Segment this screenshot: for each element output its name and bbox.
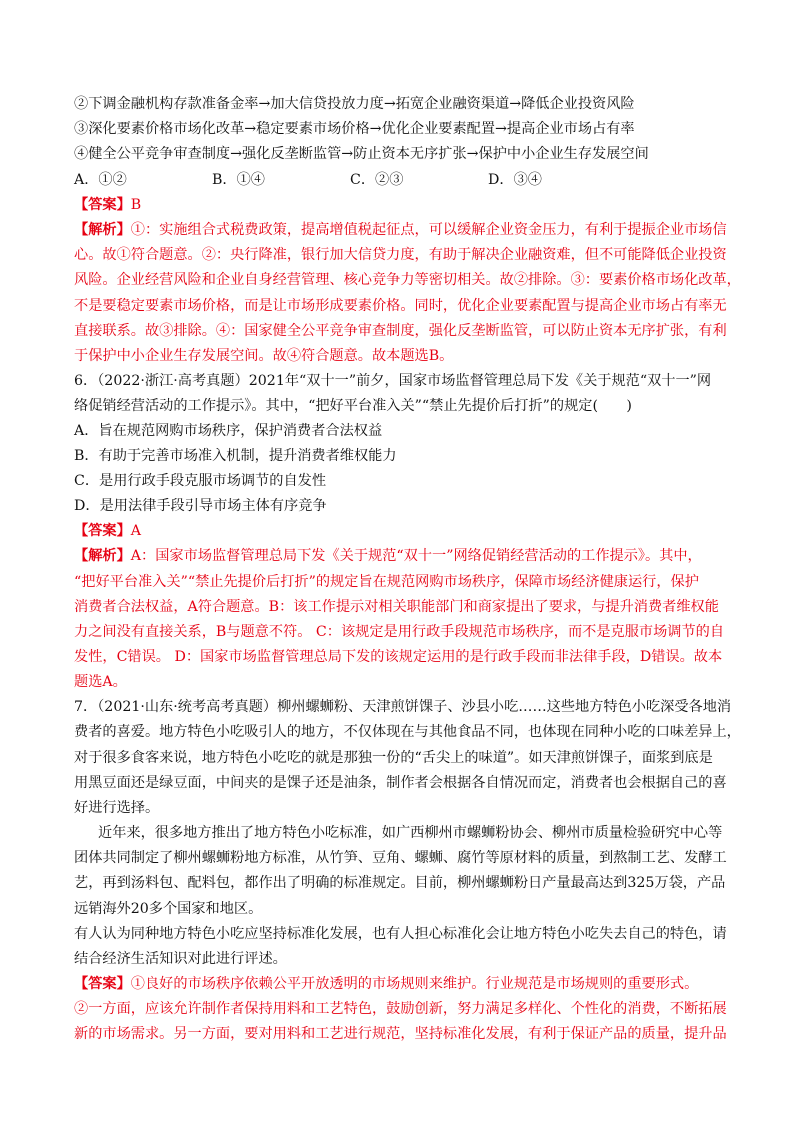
q6-analysis-line: 力之间没有直接关系，B与题意不符。 C：该规定是用行政手段规范市场秩序，而不是克服市场调节的自 (74, 624, 725, 640)
q7-material-line: 对于很多食客来说，地方特色小吃吃的就是那独一份的“舌尖上的味道”。如天津煎饼馃子，面浆到底是 (74, 750, 713, 766)
q5-choice-a: A．①② (74, 172, 127, 188)
q5-choices (74, 170, 674, 190)
q6-answer (74, 521, 141, 541)
answer-value: A (130, 523, 142, 539)
q6-stem-line: 络促销经营活动的工作提示》。其中，“把好平台准入关”“禁止先提价后打折”的规定( ) (74, 398, 632, 414)
q5-analysis-line: 心。故①符合题意。②：央行降准，银行加大信贷力度，有助于解决企业融资难，但不可能降低企业投资 (74, 247, 727, 263)
q7-material-line: 好进行选择。 (74, 800, 160, 816)
q5-analysis-line: 不是要稳定要素市场价格，而是让市场形成要素价格。同时，优化企业要素配置与提高企业市场占有率无 (74, 298, 727, 314)
analysis-text: ①：实施组合式税费政策，提高增值税起征点，可以缓解企业资金压力，有利于提振企业市场信 (130, 222, 727, 238)
answer-value: B (130, 197, 142, 213)
q7-answer-line: 新的市场需求。另一方面，要对用料和工艺进行规范，坚持标准化发展，有利于保证产品的质量，提升品 (74, 1026, 727, 1042)
q5-analysis-line (74, 220, 727, 240)
q7-answer-line (74, 974, 698, 994)
q6-stem-line: 6．（2022·浙江·高考真题）2021年“双十一”前夕，国家市场监督管理总局下发《关于规范“双十一”网 (74, 373, 712, 389)
q6-option-a: A．旨在规范网购市场秩序，保护消费者合法权益 (74, 423, 383, 439)
answer-label: 【答案】 (74, 197, 131, 213)
q5-option-3: ③深化要素价格市场化改革→稳定要素市场价格→优化企业要素配置→提高企业市场占有率 (74, 121, 635, 137)
q7-material-line: 艺，再到汤料包、配料包，都作出了明确的标准规定。目前，柳州螺蛳粉日产量最高达到325万袋，产品 (74, 875, 726, 891)
q6-analysis-line (74, 546, 702, 566)
q6-analysis-line: 发性，C错误。 D：国家市场监督管理总局下发的该规定运用的是行政手段而非法律手段，D错误。故本 (74, 649, 723, 665)
q7-question-line: 结合经济生活知识对此进行评述。 (74, 951, 287, 967)
q5-option-4: ④健全公平竞争审查制度→强化反垄断监管→防止资本无序扩张→保护中小企业生存发展空间 (74, 146, 649, 162)
q5-analysis-line: 于保护中小企业生存发展空间。故④符合题意。故本题选B。 (74, 348, 454, 364)
q6-option-b: B．有助于完善市场准入机制，提升消费者维权能力 (74, 448, 397, 464)
q6-analysis-line: 消费者合法权益，A符合题意。B：该工作提示对相关职能部门和商家提出了要求，与提升消费者维权能 (74, 599, 719, 615)
q5-answer (74, 195, 141, 215)
q5-analysis-line: 直接联系。故③排除。④：国家健全公平竞争审查制度，强化反垄断监管，可以防止资本无序扩张，有利 (74, 323, 727, 339)
q7-question-line: 有人认为同种地方特色小吃应坚持标准化发展，也有人担心标准化会让地方特色小吃失去自己的特色，请 (74, 926, 727, 942)
analysis-label: 【解析】 (74, 222, 131, 238)
q6-option-d: D．是用法律手段引导市场主体有序竞争 (74, 498, 327, 514)
q7-material-line: 费者的喜爱。地方特色小吃吸引人的地方，不仅体现在与其他食品不同，也体现在同种小吃的口味差异上， (74, 724, 741, 740)
q6-analysis-line: “把好平台准入关”“禁止先提价后打折”的规定旨在规范网购市场秩序，保障市场经济健康运行，保护 (74, 574, 699, 590)
q6-analysis-line: 题选A。 (74, 674, 127, 690)
answer-label: 【答案】 (74, 523, 131, 539)
q7-material-line: 用黑豆面还是绿豆面，中间夹的是馃子还是油条，制作者会根据各自情况而定，消费者也会根据自己的喜 (74, 775, 727, 791)
analysis-label: 【解析】 (74, 548, 131, 564)
q7-material-line: 近年来，很多地方推出了地方特色小吃标准，如广西柳州市螺蛳粉协会、柳州市质量检验研究中心等 (98, 825, 723, 841)
q5-analysis-line: 风险。企业经营风险和企业自身经营管理、核心竞争力等密切相关。故②排除。③：要素价格市场化改革， (74, 272, 741, 288)
q7-material-line: 远销海外20多个国家和地区。 (74, 901, 263, 917)
q7-material-line: 团体共同制定了柳州螺蛳粉地方标准，从竹笋、豆角、螺蛳、腐竹等原材料的质量，到熬制工艺、发酵工 (74, 850, 727, 866)
q5-choice-c: C．②③ (350, 172, 404, 188)
q7-answer-line: ②一方面，应该允许制作者保持用料和工艺特色，鼓励创新，努力满足多样化、个性化的消费，不断拓展 (74, 1001, 727, 1017)
q6-option-c: C．是用行政手段克服市场调节的自发性 (74, 473, 327, 489)
q5-choice-b: B．①④ (212, 172, 265, 188)
answer-label: 【答案】 (74, 976, 131, 992)
q7-material-line: 7．（2021·山东·统考高考真题）柳州螺蛳粉、天津煎饼馃子、沙县小吃……这些地方特色小吃深受各地消 (74, 699, 732, 715)
answer-text: ①良好的市场秩序依赖公平开放透明的市场规则来维护。行业规范是市场规则的重要形式。 (130, 976, 699, 992)
q5-option-2: ②下调金融机构存款准备金率→加大信贷投放力度→拓宽企业融资渠道→降低企业投资风险 (74, 96, 635, 112)
analysis-text: A：国家市场监督管理总局下发《关于规范“双十一”网络促销经营活动的工作提示》。其中， (130, 548, 702, 564)
q5-choice-d: D．③④ (488, 172, 542, 188)
